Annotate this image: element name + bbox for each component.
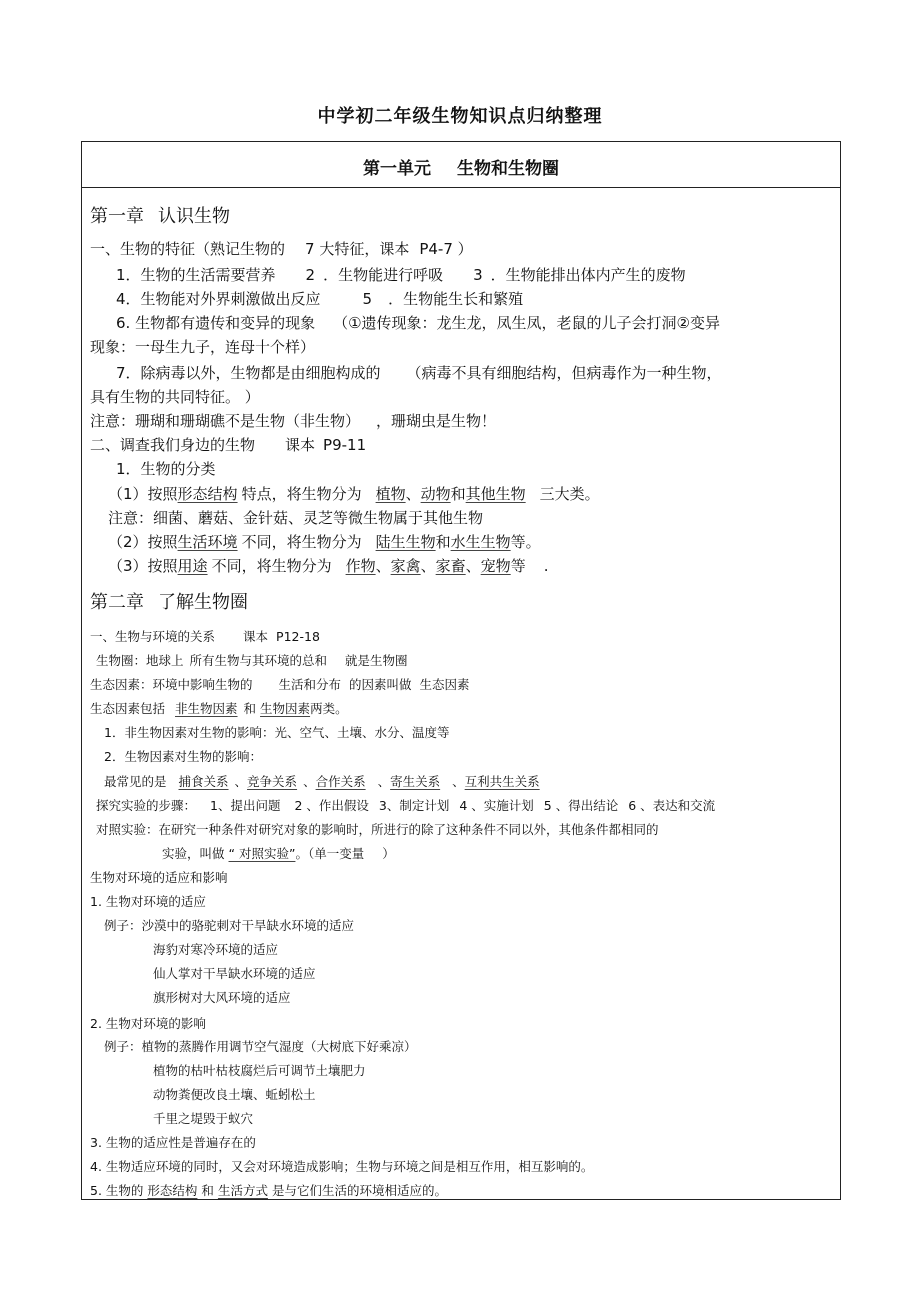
features-line-2: 4．生物能对外界刺激做出反应 5 ．生物能生长和繁殖 xyxy=(116,290,524,308)
features-line-3: 6. 生物都有遗传和变异的现象 （①遗传现象：龙生龙，凤生凤，老鼠的儿子会打洞②变异 xyxy=(116,314,720,332)
biotic-factors: 2．生物因素对生物的影响： xyxy=(104,749,262,764)
adaptation-example: 仙人掌对干旱缺水环境的适应 xyxy=(153,966,316,981)
adaptation-heading: 生物对环境的适应和影响 xyxy=(90,870,228,885)
controlled-experiment-def: 对照实验：在研究一种条件对研究对象的影响时，所进行的除了这种条件不同以外，其他条件都相同的 xyxy=(96,822,659,837)
section-survey-heading: 二、调查我们身边的生物 课本 P9-11 xyxy=(90,436,367,454)
adaptation-universal: 3. 生物的适应性是普遍存在的 xyxy=(90,1135,256,1150)
chapter-1-heading: 第一章 认识生物 xyxy=(90,206,230,227)
classification-use: （3）按照用途 不同，将生物分为 作物、家禽、家畜、宠物等 . xyxy=(108,557,549,575)
classification-morphology: （1）按照形态结构 特点，将生物分为 植物、动物和其他生物 三大类。 xyxy=(108,485,600,503)
chapter-2-heading: 第二章 了解生物圈 xyxy=(90,592,248,613)
classification-habitat: （2）按照生活环境 不同，将生物分为 陆生生物和水生生物等。 xyxy=(108,533,541,551)
features-line-3-cont: 现象：一母生九子，连母十个样） xyxy=(90,338,316,356)
section-features-heading: 一、生物的特征（熟记生物的 7 大特征，课本 P4-7 ） xyxy=(90,240,473,258)
eco-factor-types: 生态因素包括 非生物因素 和 生物因素两类。 xyxy=(90,701,348,716)
influence-example: 动物粪便改良土壤、蚯蚓松土 xyxy=(153,1087,316,1102)
influence-example: 植物的枯叶枯枝腐烂后可调节土壤肥力 xyxy=(153,1063,366,1078)
content-table xyxy=(81,141,841,1200)
influence-example: 例子：植物的蒸腾作用调节空气湿度（大树底下好乘凉） xyxy=(104,1039,417,1054)
influence-subheading: 2. 生物对环境的影响 xyxy=(90,1016,206,1031)
mutual-interaction: 4. 生物适应环境的同时，又会对环境造成影响；生物与环境之间是相互作用，相互影响的。 xyxy=(90,1159,594,1174)
form-lifestyle-adaptation: 5. 生物的 形态结构 和 生活方式 是与它们生活的环境相适应的。 xyxy=(90,1183,447,1198)
biosphere-definition: 生物圈：地球上 所有生物与其环境的总和 就是生物圈 xyxy=(96,653,408,668)
controlled-experiment-def-cont: 实验，叫做 “ 对照实验”。（单一变量 ） xyxy=(162,846,395,861)
features-line-4: 7．除病毒以外，生物都是由细胞构成的 （病毒不具有细胞结构，但病毒作为一种生物， xyxy=(116,364,722,382)
adaptation-example: 旗形树对大风环境的适应 xyxy=(153,990,291,1005)
adaptation-example: 例子：沙漠中的骆驼刺对干旱缺水环境的适应 xyxy=(104,918,355,933)
classification-heading: 1．生物的分类 xyxy=(116,460,216,478)
document-title: 中学初二年级生物知识点归纳整理 xyxy=(317,106,603,127)
note-coral: 注意：珊瑚和珊瑚礁不是生物（非生物） ，珊瑚虫是生物！ xyxy=(90,412,497,430)
adaptation-subheading: 1. 生物对环境的适应 xyxy=(90,894,206,909)
eco-factor-definition: 生态因素：环境中影响生物的 生活和分布 的因素叫做 生态因素 xyxy=(90,677,470,692)
features-line-4-cont: 具有生物的共同特征。 ） xyxy=(90,388,260,406)
experiment-steps: 探究实验的步骤： 1、提出问题 2 、作出假设 3、制定计划 4 、实施计划 5 、得出结论 6 、表达和交流 xyxy=(96,798,716,813)
table-divider xyxy=(82,187,840,188)
features-line-1: 1．生物的生活需要营养 2 ．生物能进行呼吸 3 ．生物能排出体内产生的废物 xyxy=(116,266,686,284)
note-microorganisms: 注意：细菌、蘑菇、金针菇、灵芝等微生物属于其他生物 xyxy=(108,509,484,527)
section-environment-heading: 一、生物与环境的关系 课本 P12-18 xyxy=(90,629,320,644)
relationship-types: 最常见的是 捕食关系 、竞争关系 、合作关系 、寄生关系 、互利共生关系 xyxy=(104,774,540,789)
adaptation-example: 海豹对寒冷环境的适应 xyxy=(153,942,279,957)
influence-example: 千里之堤毁于蚁穴 xyxy=(153,1111,254,1126)
abiotic-factors: 1．非生物因素对生物的影响：光、空气、土壤、水分、温度等 xyxy=(104,725,450,740)
unit-title: 第一单元 生物和生物圈 xyxy=(363,159,559,179)
